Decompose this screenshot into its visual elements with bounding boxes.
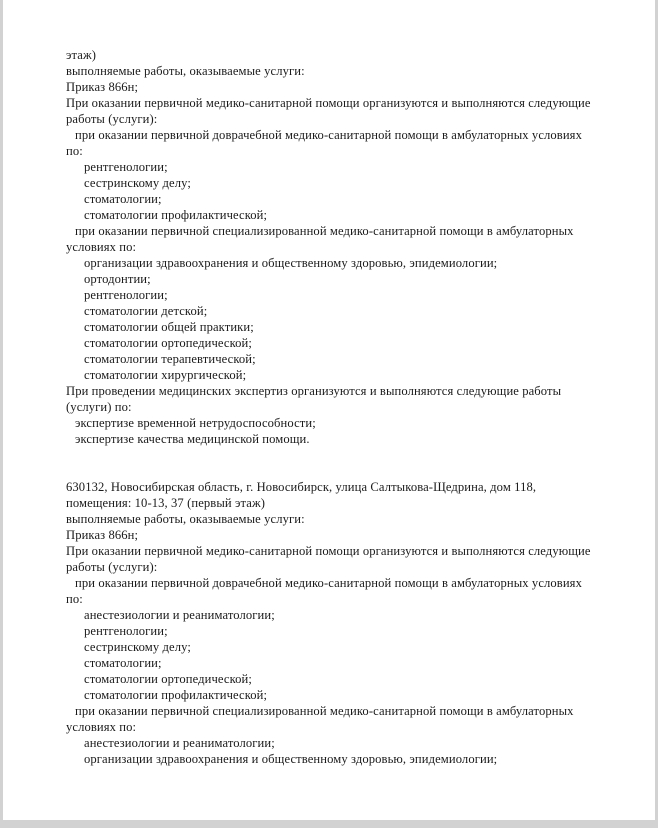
document-line: рентгенологии;: [84, 288, 168, 302]
document-line: сестринскому делу;: [84, 640, 191, 654]
document-line: (услуги) по:: [66, 400, 132, 414]
document-line: ортодонтии;: [84, 272, 151, 286]
document-body: [3, 0, 655, 767]
document-line: работы (услуги):: [66, 560, 158, 574]
document-line: экспертизе временной нетрудоспособности;: [75, 416, 316, 430]
document-line: стоматологии;: [84, 656, 162, 670]
document-line: этаж): [66, 48, 97, 62]
document-line: стоматологии детской;: [84, 304, 208, 318]
document-line: условиях по:: [66, 720, 137, 734]
document-line: организации здравоохранения и общественному здоровью, эпидемиологии;: [84, 752, 498, 766]
document-line: стоматологии терапевтической;: [84, 352, 256, 366]
document-line: рентгенологии;: [84, 160, 168, 174]
document-line: Приказ 866н;: [66, 80, 139, 94]
document-line: При оказании первичной медико-санитарной помощи организуются и выполняются следующие: [66, 96, 591, 110]
document-line: стоматологии общей практики;: [84, 320, 254, 334]
document-line: Приказ 866н;: [66, 528, 139, 542]
document-line: по:: [66, 144, 83, 158]
document-line: выполняемые работы, оказываемые услуги:: [66, 64, 305, 78]
document-line: организации здравоохранения и общественному здоровью, эпидемиологии;: [84, 256, 498, 270]
document-line: рентгенологии;: [84, 624, 168, 638]
document-line: выполняемые работы, оказываемые услуги:: [66, 512, 305, 526]
document-line: при оказании первичной специализированной медико-санитарной помощи в амбулаторных: [75, 224, 574, 238]
document-line: экспертизе качества медицинской помощи.: [75, 432, 310, 446]
document-line: анестезиологии и реаниматологии;: [84, 736, 275, 750]
document-line: при оказании первичной доврачебной медико-санитарной помощи в амбулаторных условиях: [75, 576, 582, 590]
document-line: стоматологии;: [84, 192, 162, 206]
document-line: работы (услуги):: [66, 112, 158, 126]
document-page: [3, 0, 655, 820]
document-line: 630132, Новосибирская область, г. Новосибирск, улица Салтыкова-Щедрина, дом 118,: [66, 480, 537, 494]
document-line: стоматологии хирургической;: [84, 368, 247, 382]
document-line: стоматологии профилактической;: [84, 688, 268, 702]
document-line: по:: [66, 592, 83, 606]
document-line: при оказании первичной специализированной медико-санитарной помощи в амбулаторных: [75, 704, 574, 718]
document-line: [66, 463, 625, 479]
document-line: стоматологии ортопедической;: [84, 336, 252, 350]
document-line: стоматологии профилактической;: [84, 208, 268, 222]
document-line: при оказании первичной доврачебной медико-санитарной помощи в амбулаторных условиях: [75, 128, 582, 142]
document-line: стоматологии ортопедической;: [84, 672, 252, 686]
document-line: [66, 447, 625, 463]
document-line: При проведении медицинских экспертиз организуются и выполняются следующие работы: [66, 384, 562, 398]
document-line: помещения: 10-13, 37 (первый этаж): [66, 496, 266, 510]
document-line: сестринскому делу;: [84, 176, 191, 190]
document-line: условиях по:: [66, 240, 137, 254]
document-line: При оказании первичной медико-санитарной помощи организуются и выполняются следующие: [66, 544, 591, 558]
document-line: анестезиологии и реаниматологии;: [84, 608, 275, 622]
